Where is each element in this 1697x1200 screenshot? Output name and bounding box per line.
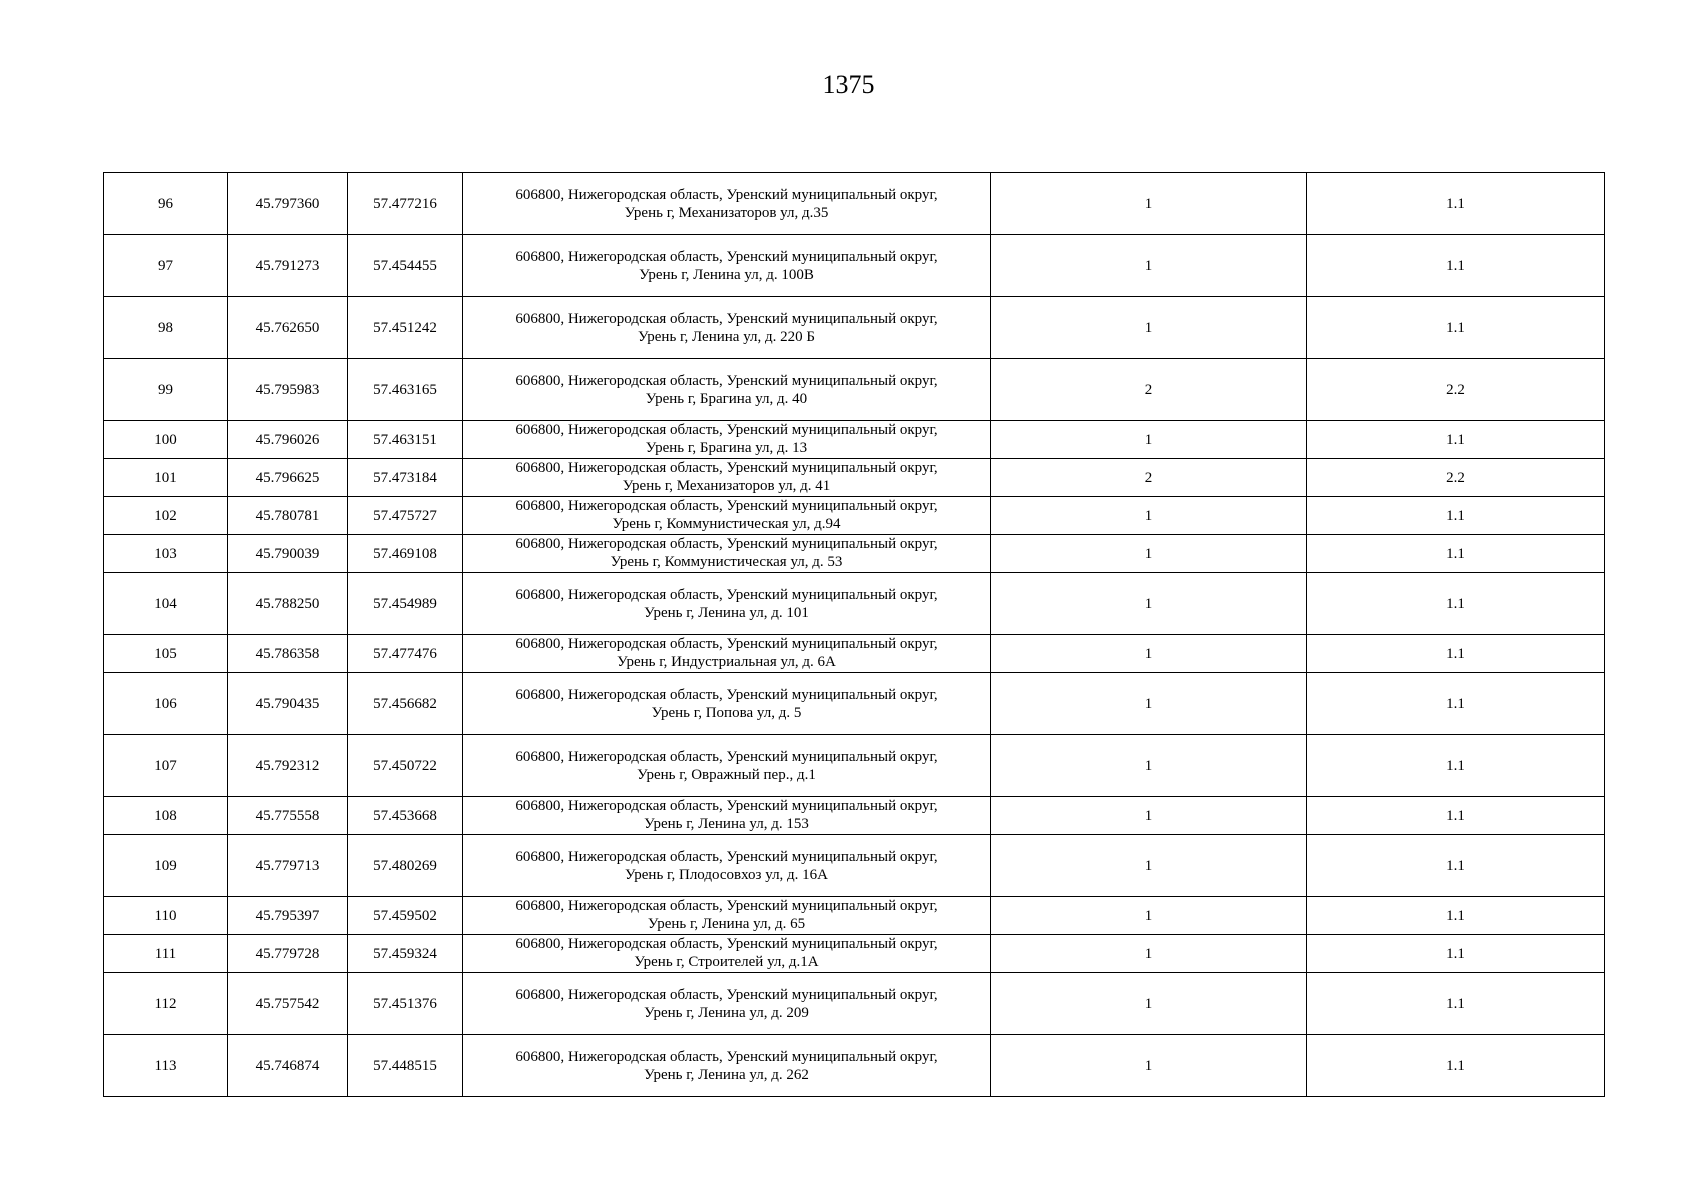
volume-cell: 1.1 bbox=[1307, 173, 1605, 235]
address-line-1: 606800, Нижегородская область, Уренский муниципальный округ, bbox=[515, 749, 938, 765]
address-cell bbox=[463, 835, 991, 897]
address-line-1: 606800, Нижегородская область, Уренский муниципальный округ, bbox=[515, 498, 938, 514]
volume-cell: 1.1 bbox=[1307, 497, 1605, 535]
latitude-cell: 57.469108 bbox=[348, 535, 463, 573]
row-number-cell: 96 bbox=[104, 173, 228, 235]
address-line-1: 606800, Нижегородская область, Уренский муниципальный округ, bbox=[515, 422, 938, 438]
address-cell bbox=[463, 173, 991, 235]
count-cell: 1 bbox=[991, 735, 1307, 797]
row-number-cell: 113 bbox=[104, 1035, 228, 1097]
address-line-1: 606800, Нижегородская область, Уренский муниципальный округ, bbox=[515, 249, 938, 265]
row-number-cell: 112 bbox=[104, 973, 228, 1035]
address-cell bbox=[463, 897, 991, 935]
count-cell: 1 bbox=[991, 497, 1307, 535]
row-number-cell: 98 bbox=[104, 297, 228, 359]
address-line-2: Урень г, Ленина ул, д. 101 bbox=[644, 605, 809, 621]
table-row bbox=[104, 497, 1605, 535]
volume-cell: 1.1 bbox=[1307, 297, 1605, 359]
count-cell: 2 bbox=[991, 459, 1307, 497]
longitude-cell: 45.795397 bbox=[228, 897, 348, 935]
latitude-cell: 57.454989 bbox=[348, 573, 463, 635]
address-line-1: 606800, Нижегородская область, Уренский муниципальный округ, bbox=[515, 636, 938, 652]
longitude-cell: 45.788250 bbox=[228, 573, 348, 635]
count-cell: 1 bbox=[991, 1035, 1307, 1097]
longitude-cell: 45.746874 bbox=[228, 1035, 348, 1097]
count-cell: 1 bbox=[991, 635, 1307, 673]
count-cell: 1 bbox=[991, 797, 1307, 835]
volume-cell: 1.1 bbox=[1307, 973, 1605, 1035]
table-row bbox=[104, 359, 1605, 421]
table-row bbox=[104, 297, 1605, 359]
address-line-1: 606800, Нижегородская область, Уренский муниципальный округ, bbox=[515, 1049, 938, 1065]
row-number-cell: 97 bbox=[104, 235, 228, 297]
row-number-cell: 106 bbox=[104, 673, 228, 735]
address-cell bbox=[463, 235, 991, 297]
count-cell: 1 bbox=[991, 897, 1307, 935]
address-line-2: Урень г, Коммунистическая ул, д.94 bbox=[612, 516, 841, 532]
latitude-cell: 57.477476 bbox=[348, 635, 463, 673]
row-number-cell: 107 bbox=[104, 735, 228, 797]
address-cell bbox=[463, 635, 991, 673]
table-row bbox=[104, 797, 1605, 835]
volume-cell: 1.1 bbox=[1307, 635, 1605, 673]
row-number-cell: 105 bbox=[104, 635, 228, 673]
volume-cell: 1.1 bbox=[1307, 235, 1605, 297]
count-cell: 1 bbox=[991, 173, 1307, 235]
address-line-1: 606800, Нижегородская область, Уренский муниципальный округ, bbox=[515, 460, 938, 476]
table-row bbox=[104, 673, 1605, 735]
longitude-cell: 45.796625 bbox=[228, 459, 348, 497]
longitude-cell: 45.790435 bbox=[228, 673, 348, 735]
registry-table bbox=[103, 172, 1605, 1097]
latitude-cell: 57.459502 bbox=[348, 897, 463, 935]
table-row bbox=[104, 235, 1605, 297]
address-line-2: Урень г, Механизаторов ул, д.35 bbox=[624, 205, 829, 221]
count-cell: 1 bbox=[991, 297, 1307, 359]
address-cell bbox=[463, 459, 991, 497]
address-line-2: Урень г, Строителей ул, д.1А bbox=[634, 954, 819, 970]
latitude-cell: 57.451376 bbox=[348, 973, 463, 1035]
count-cell: 1 bbox=[991, 573, 1307, 635]
address-cell bbox=[463, 535, 991, 573]
address-line-2: Урень г, Механизаторов ул, д. 41 bbox=[622, 478, 831, 494]
longitude-cell: 45.780781 bbox=[228, 497, 348, 535]
latitude-cell: 57.451242 bbox=[348, 297, 463, 359]
count-cell: 1 bbox=[991, 835, 1307, 897]
address-cell bbox=[463, 297, 991, 359]
page-number: 1375 bbox=[822, 70, 875, 99]
row-number-cell: 101 bbox=[104, 459, 228, 497]
address-line-2: Урень г, Овражный пер., д.1 bbox=[637, 767, 816, 783]
table-row bbox=[104, 635, 1605, 673]
table-row bbox=[104, 1035, 1605, 1097]
latitude-cell: 57.477216 bbox=[348, 173, 463, 235]
address-line-2: Урень г, Ленина ул, д. 262 bbox=[644, 1067, 809, 1083]
address-line-1: 606800, Нижегородская область, Уренский муниципальный округ, bbox=[515, 798, 938, 814]
longitude-cell: 45.791273 bbox=[228, 235, 348, 297]
table-row bbox=[104, 735, 1605, 797]
address-line-1: 606800, Нижегородская область, Уренский муниципальный округ, bbox=[515, 687, 938, 703]
row-number-cell: 108 bbox=[104, 797, 228, 835]
address-line-1: 606800, Нижегородская область, Уренский муниципальный округ, bbox=[515, 311, 938, 327]
longitude-cell: 45.757542 bbox=[228, 973, 348, 1035]
latitude-cell: 57.473184 bbox=[348, 459, 463, 497]
latitude-cell: 57.456682 bbox=[348, 673, 463, 735]
address-line-1: 606800, Нижегородская область, Уренский муниципальный округ, bbox=[515, 536, 938, 552]
table-row bbox=[104, 421, 1605, 459]
table-row bbox=[104, 835, 1605, 897]
volume-cell: 1.1 bbox=[1307, 835, 1605, 897]
count-cell: 1 bbox=[991, 973, 1307, 1035]
latitude-cell: 57.453668 bbox=[348, 797, 463, 835]
table-row bbox=[104, 173, 1605, 235]
registry-table-body bbox=[104, 173, 1605, 1097]
longitude-cell: 45.790039 bbox=[228, 535, 348, 573]
address-line-1: 606800, Нижегородская область, Уренский муниципальный округ, bbox=[515, 987, 938, 1003]
volume-cell: 1.1 bbox=[1307, 573, 1605, 635]
table-row bbox=[104, 573, 1605, 635]
count-cell: 1 bbox=[991, 421, 1307, 459]
address-line-1: 606800, Нижегородская область, Уренский муниципальный округ, bbox=[515, 936, 938, 952]
address-line-2: Урень г, Коммунистическая ул, д. 53 bbox=[610, 554, 843, 570]
longitude-cell: 45.779713 bbox=[228, 835, 348, 897]
address-cell bbox=[463, 797, 991, 835]
address-line-1: 606800, Нижегородская область, Уренский муниципальный округ, bbox=[515, 849, 938, 865]
address-line-2: Урень г, Брагина ул, д. 40 bbox=[645, 391, 808, 407]
volume-cell: 1.1 bbox=[1307, 897, 1605, 935]
volume-cell: 1.1 bbox=[1307, 1035, 1605, 1097]
longitude-cell: 45.762650 bbox=[228, 297, 348, 359]
address-line-2: Урень г, Ленина ул, д. 153 bbox=[644, 816, 809, 832]
address-line-1: 606800, Нижегородская область, Уренский муниципальный округ, bbox=[515, 587, 938, 603]
longitude-cell: 45.795983 bbox=[228, 359, 348, 421]
row-number-cell: 109 bbox=[104, 835, 228, 897]
address-line-2: Урень г, Ленина ул, д. 220 Б bbox=[637, 329, 816, 345]
latitude-cell: 57.480269 bbox=[348, 835, 463, 897]
volume-cell: 1.1 bbox=[1307, 535, 1605, 573]
latitude-cell: 57.448515 bbox=[348, 1035, 463, 1097]
address-line-2: Урень г, Индустриальная ул, д. 6А bbox=[617, 654, 836, 670]
volume-cell: 2.2 bbox=[1307, 459, 1605, 497]
longitude-cell: 45.786358 bbox=[228, 635, 348, 673]
latitude-cell: 57.450722 bbox=[348, 735, 463, 797]
address-line-2: Урень г, Плодосовхоз ул, д. 16А bbox=[624, 867, 829, 883]
address-cell bbox=[463, 1035, 991, 1097]
volume-cell: 1.1 bbox=[1307, 421, 1605, 459]
longitude-cell: 45.779728 bbox=[228, 935, 348, 973]
address-line-2: Урень г, Брагина ул, д. 13 bbox=[645, 440, 808, 456]
count-cell: 1 bbox=[991, 935, 1307, 973]
address-line-2: Урень г, Ленина ул, д. 100В bbox=[639, 267, 814, 283]
volume-cell: 1.1 bbox=[1307, 735, 1605, 797]
longitude-cell: 45.797360 bbox=[228, 173, 348, 235]
address-line-1: 606800, Нижегородская область, Уренский муниципальный округ, bbox=[515, 898, 938, 914]
address-cell bbox=[463, 973, 991, 1035]
table-row bbox=[104, 535, 1605, 573]
address-line-2: Урень г, Ленина ул, д. 65 bbox=[647, 916, 806, 932]
table-row bbox=[104, 897, 1605, 935]
row-number-cell: 104 bbox=[104, 573, 228, 635]
row-number-cell: 103 bbox=[104, 535, 228, 573]
address-cell bbox=[463, 735, 991, 797]
row-number-cell: 102 bbox=[104, 497, 228, 535]
latitude-cell: 57.463151 bbox=[348, 421, 463, 459]
address-cell bbox=[463, 497, 991, 535]
address-line-2: Урень г, Ленина ул, д. 209 bbox=[644, 1005, 809, 1021]
table-row bbox=[104, 973, 1605, 1035]
longitude-cell: 45.775558 bbox=[228, 797, 348, 835]
count-cell: 1 bbox=[991, 535, 1307, 573]
address-cell bbox=[463, 359, 991, 421]
address-cell bbox=[463, 673, 991, 735]
address-line-1: 606800, Нижегородская область, Уренский муниципальный округ, bbox=[515, 187, 938, 203]
latitude-cell: 57.463165 bbox=[348, 359, 463, 421]
volume-cell: 1.1 bbox=[1307, 935, 1605, 973]
table-row bbox=[104, 935, 1605, 973]
address-cell bbox=[463, 935, 991, 973]
volume-cell: 1.1 bbox=[1307, 797, 1605, 835]
volume-cell: 2.2 bbox=[1307, 359, 1605, 421]
row-number-cell: 111 bbox=[104, 935, 228, 973]
address-line-2: Урень г, Попова ул, д. 5 bbox=[651, 705, 802, 721]
latitude-cell: 57.475727 bbox=[348, 497, 463, 535]
row-number-cell: 100 bbox=[104, 421, 228, 459]
count-cell: 1 bbox=[991, 235, 1307, 297]
latitude-cell: 57.459324 bbox=[348, 935, 463, 973]
count-cell: 1 bbox=[991, 673, 1307, 735]
latitude-cell: 57.454455 bbox=[348, 235, 463, 297]
longitude-cell: 45.792312 bbox=[228, 735, 348, 797]
address-cell bbox=[463, 421, 991, 459]
address-cell bbox=[463, 573, 991, 635]
address-line-1: 606800, Нижегородская область, Уренский муниципальный округ, bbox=[515, 373, 938, 389]
row-number-cell: 99 bbox=[104, 359, 228, 421]
longitude-cell: 45.796026 bbox=[228, 421, 348, 459]
row-number-cell: 110 bbox=[104, 897, 228, 935]
table-row bbox=[104, 459, 1605, 497]
count-cell: 2 bbox=[991, 359, 1307, 421]
volume-cell: 1.1 bbox=[1307, 673, 1605, 735]
